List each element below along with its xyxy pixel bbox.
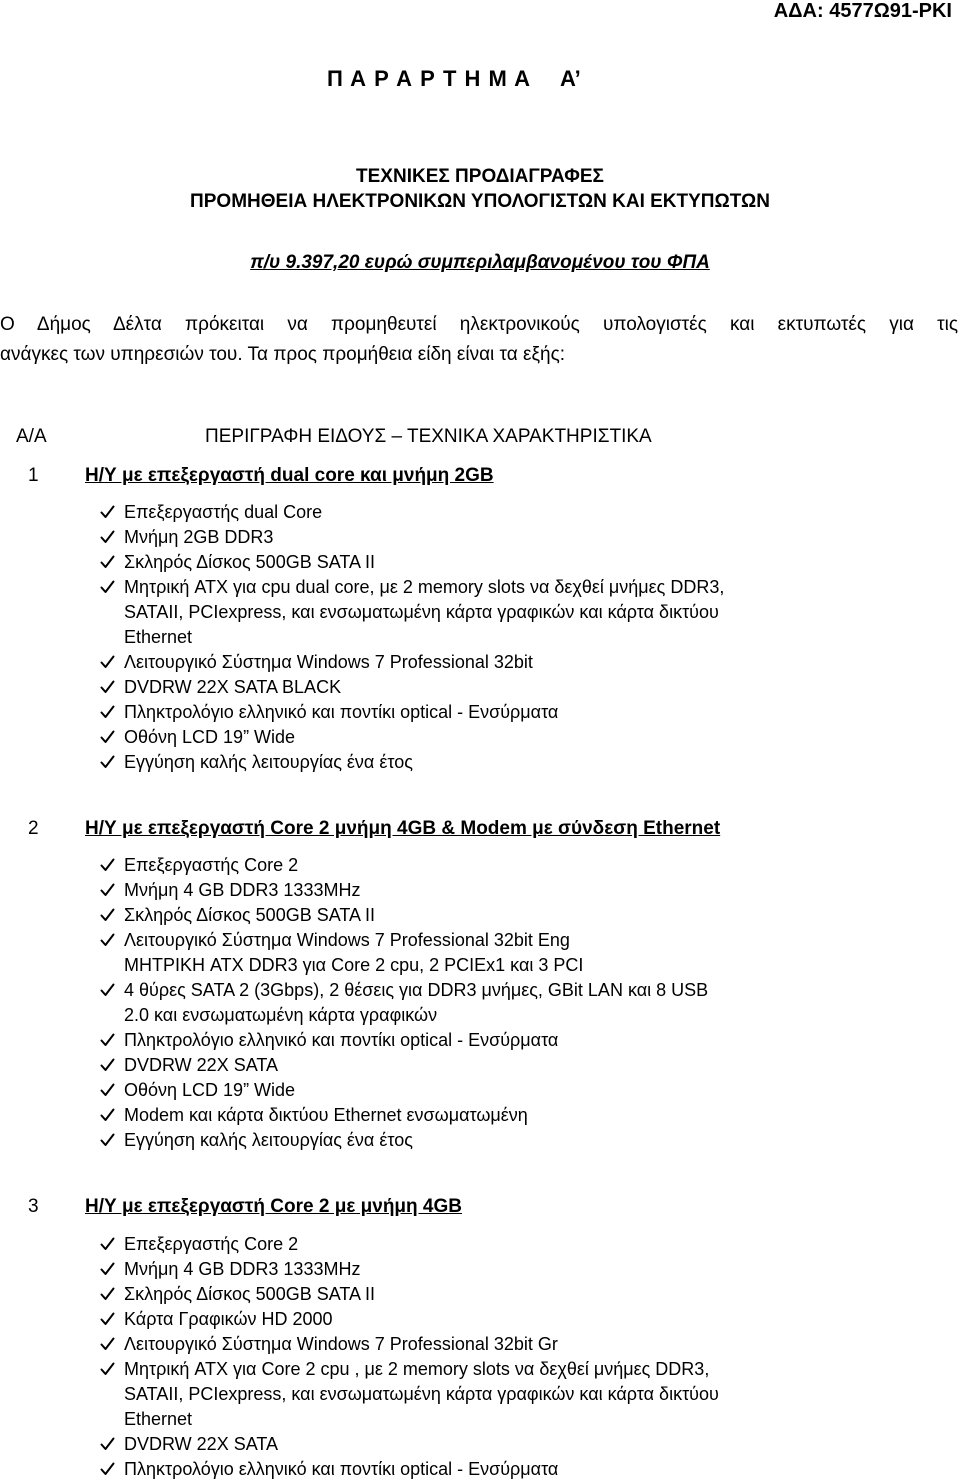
spec-item-continued: 2.0 και ενσωματωμένη κάρτα γραφικών [124,1005,438,1025]
checkmark-icon [100,1232,120,1251]
item-number: 3 [28,1196,39,1217]
checkmark-icon [100,1078,120,1097]
spec-item: Μητρική ATX για cpu dual core, με 2 memory slots να δεχθεί μνήμες DDR3, [100,575,860,600]
spec-title-line1: ΤΕΧΝΙΚΕΣ ΠΡΟΔΙΑΓΡΑΦΕΣ [356,166,604,187]
spec-item: Μητρική ATX για Core 2 cpu , με 2 memory slots να δεχθεί μνήμες DDR3, [100,1357,860,1382]
spec-item: Επεξεργαστής Core 2 [100,1232,860,1257]
intro-line-2: ανάγκες των υπηρεσιών του. Τα προς προμήθεια είδη είναι τα εξής: [0,344,566,365]
spec-item-continued: SATAII, PCIexpress, και ενσωματωμένη κάρτα γραφικών και κάρτα δικτύου [124,602,719,622]
spec-item: DVDRW 22X SATA [100,1053,860,1078]
spec-item: Λειτουργικό Σύστημα Windows 7 Professional 32bit Gr [100,1332,860,1357]
checkmark-icon [100,725,120,744]
checkmark-icon [100,1128,120,1147]
spec-item: DVDRW 22X SATA BLACK [100,675,860,700]
spec-item: Λειτουργικό Σύστημα Windows 7 Professional 32bit [100,650,860,675]
spec-item: DVDRW 22X SATA [100,1432,860,1457]
annex-letter: Α’ [560,66,581,91]
checkmark-icon [100,500,120,519]
item-title: Η/Υ με επεξεργαστή dual core και μνήμη 2GB [85,465,494,486]
checkmark-icon [100,878,120,897]
checkmark-icon [100,978,120,997]
checkmark-icon [100,675,120,694]
annex-title-text: Π Α Ρ Α Ρ Τ Η Μ Α [327,66,530,91]
spec-list [100,853,860,1153]
spec-item: Πληκτρολόγιο ελληνικό και ποντίκι optical - Ενσύρματα [100,1457,860,1482]
checkmark-icon [100,1028,120,1047]
checkmark-icon [100,1357,120,1376]
budget-line: π/υ 9.397,20 ευρώ συμπεριλαμβανομένου του ΦΠΑ [250,252,710,273]
spec-item: Σκληρός Δίσκος 500GB SATA II [100,1282,860,1307]
checkmark-icon [100,903,120,922]
item-title: Η/Υ με επεξεργαστή Core 2 μνήμη 4GB & Modem με σύνδεση Ethernet [85,818,721,839]
table-header-description: ΠΕΡΙΓΡΑΦΗ ΕΙΔΟΥΣ – ΤΕΧΝΙΚΑ ΧΑΡΑΚΤΗΡΙΣΤΙΚΑ [205,426,652,447]
spec-item: Μνήμη 4 GB DDR3 1333MHz [100,878,860,903]
checkmark-icon [100,650,120,669]
checkmark-icon [100,525,120,544]
spec-title-line2: ΠΡΟΜΗΘΕΙΑ ΗΛΕΚΤΡΟΝΙΚΩΝ ΥΠΟΛΟΓΙΣΤΩΝ ΚΑΙ ΕΚΤΥΠΩΤΩΝ [190,191,770,212]
spec-list [100,500,860,775]
spec-item: Σκληρός Δίσκος 500GB SATA II [100,903,860,928]
checkmark-icon [100,700,120,719]
checkmark-icon [100,1307,120,1326]
spec-item: Πληκτρολόγιο ελληνικό και ποντίκι optical - Ενσύρματα [100,700,860,725]
spec-item: Μνήμη 4 GB DDR3 1333MHz [100,1257,860,1282]
spec-item: Εγγύηση καλής λειτουργίας ένα έτος [100,1128,860,1153]
checkmark-icon [100,1282,120,1301]
spec-item: Εγγύηση καλής λειτουργίας ένα έτος [100,750,860,775]
checkmark-icon [100,1053,120,1072]
item-number: 1 [28,465,39,486]
checkmark-icon [100,1432,120,1451]
intro-line-1: Ο Δήμος Δέλτα πρόκειται να προμηθευτεί ηλεκτρονικούς υπολογιστές και εκτυπωτές για τις [0,314,958,335]
table-header-aa: Α/Α [16,426,47,447]
spec-item: Επεξεργαστής Core 2 [100,853,860,878]
spec-item-continued: ΜΗΤΡΙΚΗ ATX DDR3 για Core 2 cpu, 2 PCIEx1 και 3 PCI [124,955,584,975]
item-title: Η/Υ με επεξεργαστή Core 2 με μνήμη 4GB [85,1196,463,1217]
spec-item-continued: SATAII, PCIexpress, και ενσωματωμένη κάρτα γραφικών και κάρτα δικτύου [124,1384,719,1404]
spec-item: Σκληρός Δίσκος 500GB SATA II [100,550,860,575]
annex-title [327,66,581,92]
spec-item-continued: Ethernet [124,1409,193,1429]
checkmark-icon [100,575,120,594]
checkmark-icon [100,853,120,872]
spec-item: Οθόνη LCD 19” Wide [100,725,860,750]
spec-item: Επεξεργαστής dual Core [100,500,860,525]
spec-item: Λειτουργικό Σύστημα Windows 7 Professional 32bit Eng [100,928,860,953]
spec-item: 4 θύρες SATA 2 (3Gbps), 2 θέσεις για DDR3 μνήμες, GBit LAN και 8 USB [100,978,860,1003]
spec-item: Πληκτρολόγιο ελληνικό και ποντίκι optical - Ενσύρματα [100,1028,860,1053]
item-number: 2 [28,818,39,839]
spec-list [100,1232,860,1482]
spec-item: Modem και κάρτα δικτύου Ethernet ενσωματωμένη [100,1103,860,1128]
spec-item: Μνήμη 2GB DDR3 [100,525,860,550]
checkmark-icon [100,1103,120,1122]
checkmark-icon [100,1332,120,1351]
checkmark-icon [100,550,120,569]
checkmark-icon [100,1457,120,1476]
checkmark-icon [100,1257,120,1276]
ada-code: ΑΔΑ: 4577Ω91-ΡΚΙ [773,0,952,22]
spec-item: Κάρτα Γραφικών HD 2000 [100,1307,860,1332]
spec-item-continued: Ethernet [124,627,193,647]
spec-item: Οθόνη LCD 19” Wide [100,1078,860,1103]
checkmark-icon [100,928,120,947]
checkmark-icon [100,750,120,769]
